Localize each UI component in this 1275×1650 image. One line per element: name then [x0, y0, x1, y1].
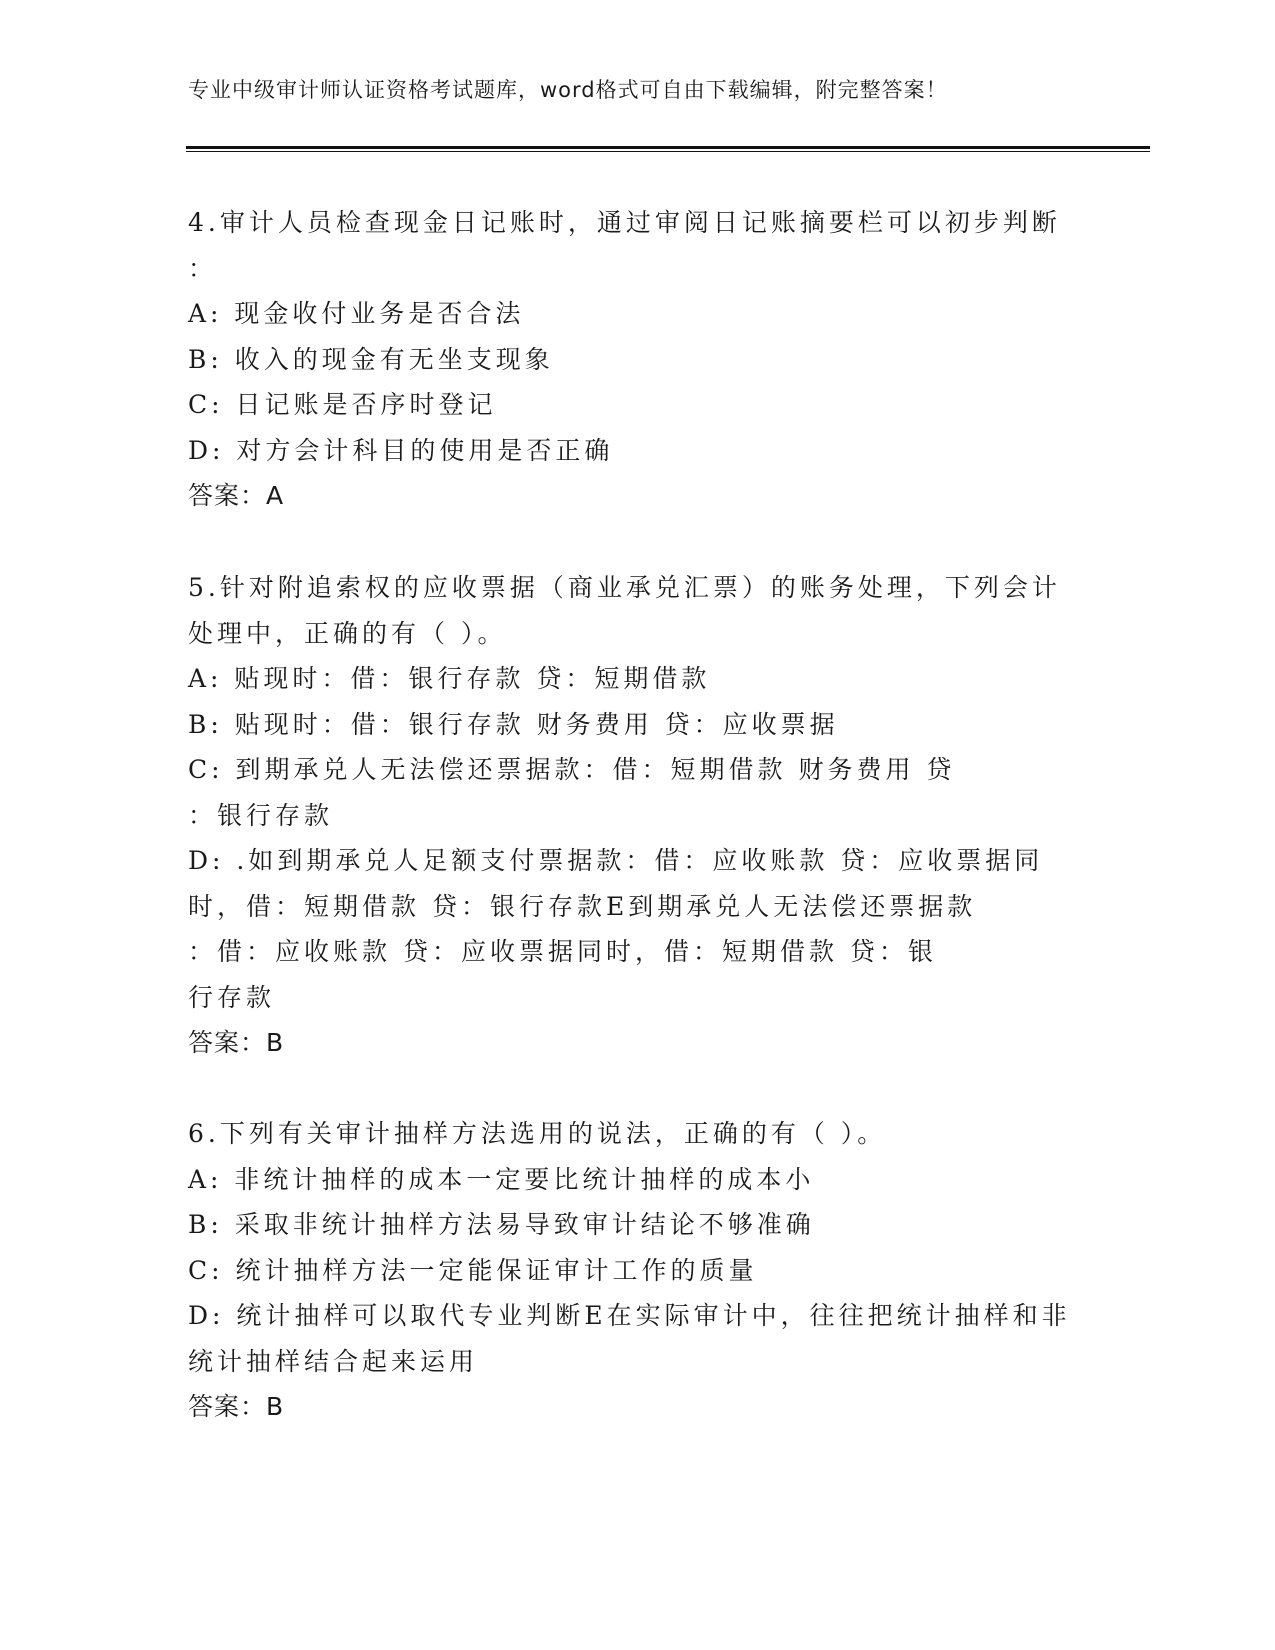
option-b: B: 采取非统计抽样方法易导致审计结论不够准确 [188, 1210, 815, 1239]
question-4 [188, 200, 1068, 519]
header-divider-thick [186, 146, 1150, 149]
option-a: A: 现金收付业务是否合法 [188, 299, 525, 328]
page-header: 专业中级审计师认证资格考试题库，word格式可自由下载编辑，附完整答案！ [188, 78, 948, 102]
question-6 [188, 1111, 1071, 1430]
question-line: 5.针对附追索权的应收票据（商业承兑汇票）的账务处理，下列会计 [188, 573, 1061, 602]
option-b: B: 贴现时：借：银行存款 财务费用 贷：应收票据 [188, 709, 839, 739]
option-d: D: 对方会计科目的使用是否正确 [188, 435, 614, 465]
option-a: A: 贴现时：借：银行存款 贷：短期借款 [188, 664, 711, 693]
option-d: D: 统计抽样可以取代专业判断E在实际审计中，往往把统计抽样和非 [188, 1301, 1071, 1330]
option-d-continued: 行存款 [188, 982, 276, 1012]
option-b: B: 收入的现金有无坐支现象 [188, 344, 554, 374]
option-d-continued: 统计抽样结合起来运用 [188, 1346, 479, 1376]
option-d: D: .如到期承兑人足额支付票据款：借：应收账款 贷：应收票据同 [188, 846, 1044, 875]
option-c: C: 到期承兑人无法偿还票据款：借：短期借款 财务费用 贷 [188, 755, 956, 784]
option-c-continued: ：银行存款 [188, 800, 334, 830]
question-line: ： [188, 253, 218, 283]
option-d-continued: ：借：应收账款 贷：应收票据同时，借：短期借款 贷：银 [188, 937, 937, 966]
option-c: C: 统计抽样方法一定能保证审计工作的质量 [188, 1255, 758, 1285]
option-d-continued: 时，借：短期借款 贷：银行存款E到期承兑人无法偿还票据款 [188, 891, 977, 921]
question-5 [188, 565, 1068, 1066]
question-line: 6.下列有关审计抽样方法选用的说法，正确的有（ ）。 [188, 1119, 887, 1148]
question-line: 处理中，正确的有（ ）。 [188, 618, 507, 648]
option-a: A: 非统计抽样的成本一定要比统计抽样的成本小 [188, 1164, 815, 1194]
answer: 答案：B [188, 1392, 285, 1421]
answer: 答案：A [188, 481, 285, 510]
answer: 答案：B [188, 1028, 285, 1057]
question-line: 4.审计人员检查现金日记账时，通过审阅日记账摘要栏可以初步判断 [188, 208, 1061, 237]
header-divider-thin [186, 151, 1150, 152]
option-c: C: 日记账是否序时登记 [188, 390, 497, 419]
